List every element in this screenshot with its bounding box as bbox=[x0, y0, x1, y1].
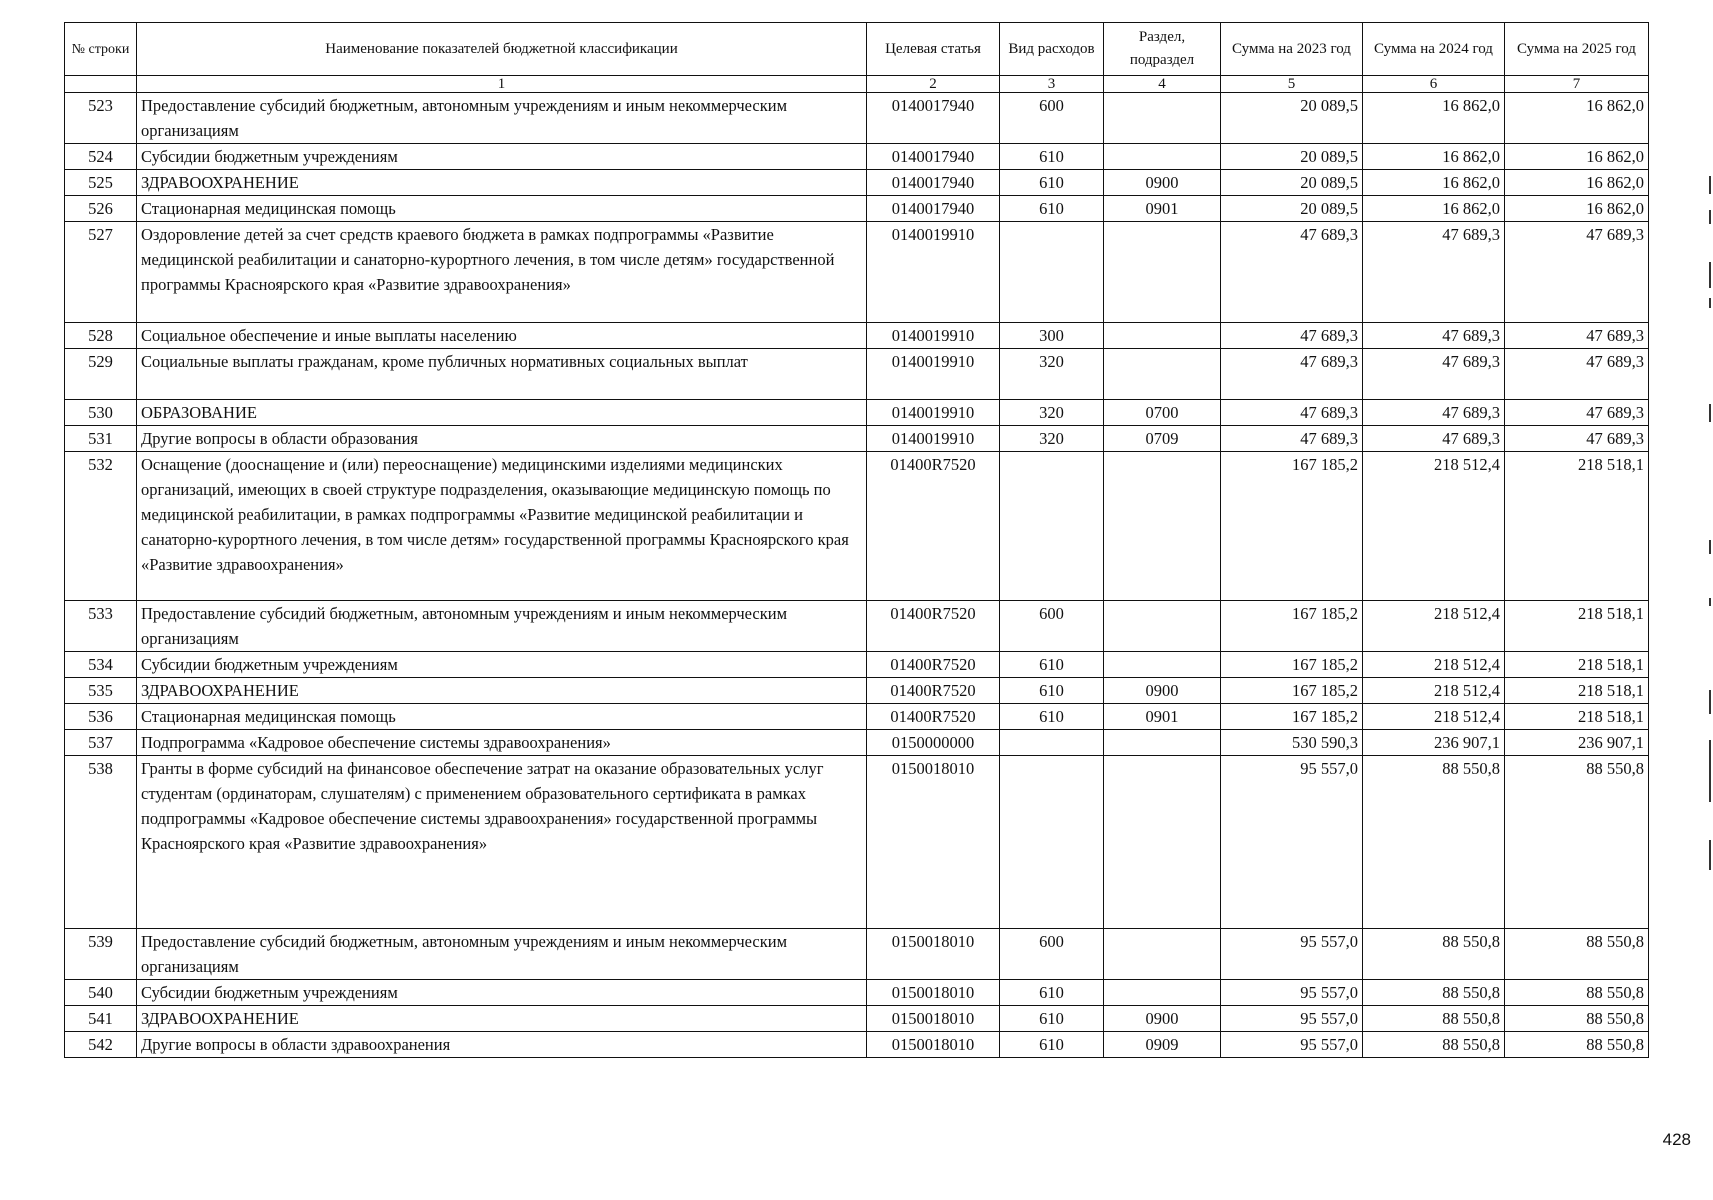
row-sum-2023: 95 557,0 bbox=[1221, 1006, 1363, 1032]
row-sum-2024: 16 862,0 bbox=[1363, 93, 1505, 144]
row-expense-kind: 610 bbox=[1000, 704, 1104, 730]
row-sum-2025: 218 518,1 bbox=[1505, 678, 1649, 704]
row-sum-2025: 47 689,3 bbox=[1505, 426, 1649, 452]
row-section bbox=[1104, 730, 1221, 756]
row-sum-2024: 47 689,3 bbox=[1363, 400, 1505, 426]
row-expense-kind: 610 bbox=[1000, 980, 1104, 1006]
row-sum-2025: 88 550,8 bbox=[1505, 1006, 1649, 1032]
row-target-code: 0140019910 bbox=[867, 349, 1000, 400]
row-sum-2023: 47 689,3 bbox=[1221, 222, 1363, 323]
row-name: Другие вопросы в области образования bbox=[137, 426, 867, 452]
row-number: 525 bbox=[65, 170, 137, 196]
row-section bbox=[1104, 756, 1221, 929]
row-section: 0900 bbox=[1104, 678, 1221, 704]
column-number bbox=[65, 76, 137, 93]
column-number: 3 bbox=[1000, 76, 1104, 93]
row-sum-2024: 88 550,8 bbox=[1363, 1006, 1505, 1032]
row-name: ЗДРАВООХРАНЕНИЕ bbox=[137, 678, 867, 704]
row-expense-kind: 600 bbox=[1000, 601, 1104, 652]
column-number-row bbox=[65, 76, 1649, 93]
row-name: Предоставление субсидий бюджетным, автономным учреждениям и иным некоммерческим организациям bbox=[137, 929, 867, 980]
table-row bbox=[65, 400, 1649, 426]
header-sum-2024: Сумма на 2024 год bbox=[1363, 23, 1505, 76]
row-section bbox=[1104, 452, 1221, 601]
row-sum-2023: 95 557,0 bbox=[1221, 980, 1363, 1006]
row-sum-2024: 88 550,8 bbox=[1363, 929, 1505, 980]
row-sum-2025: 88 550,8 bbox=[1505, 756, 1649, 929]
row-section: 0900 bbox=[1104, 1006, 1221, 1032]
row-target-code: 0150018010 bbox=[867, 929, 1000, 980]
row-expense-kind: 320 bbox=[1000, 349, 1104, 400]
row-number: 533 bbox=[65, 601, 137, 652]
row-number: 527 bbox=[65, 222, 137, 323]
table-row bbox=[65, 426, 1649, 452]
row-sum-2024: 16 862,0 bbox=[1363, 170, 1505, 196]
column-number: 6 bbox=[1363, 76, 1505, 93]
row-name: Оснащение (дооснащение и (или) переоснащение) медицинскими изделиями медицинских организаций, имеющих в своей структуре подразделения, оказывающие медицинскую помощь по медицинской реабилитации, в рамках подпрограммы «Развитие медицинской реабилитации и санаторно-курортного лечения, в том числе детям» государственной программы Красноярского края «Развитие здравоохранения» bbox=[137, 452, 867, 601]
row-sum-2025: 218 518,1 bbox=[1505, 652, 1649, 678]
row-name: Подпрограмма «Кадровое обеспечение системы здравоохранения» bbox=[137, 730, 867, 756]
row-sum-2024: 88 550,8 bbox=[1363, 980, 1505, 1006]
row-sum-2023: 47 689,3 bbox=[1221, 426, 1363, 452]
row-expense-kind bbox=[1000, 452, 1104, 601]
table-row bbox=[65, 1032, 1649, 1058]
row-section bbox=[1104, 222, 1221, 323]
row-number: 534 bbox=[65, 652, 137, 678]
row-expense-kind: 610 bbox=[1000, 144, 1104, 170]
table-row bbox=[65, 196, 1649, 222]
row-sum-2025: 88 550,8 bbox=[1505, 929, 1649, 980]
table-row bbox=[65, 980, 1649, 1006]
row-sum-2023: 95 557,0 bbox=[1221, 756, 1363, 929]
row-target-code: 0150000000 bbox=[867, 730, 1000, 756]
row-section bbox=[1104, 652, 1221, 678]
row-sum-2024: 16 862,0 bbox=[1363, 144, 1505, 170]
table-row bbox=[65, 756, 1649, 929]
row-section: 0909 bbox=[1104, 1032, 1221, 1058]
row-sum-2023: 167 185,2 bbox=[1221, 678, 1363, 704]
row-target-code: 01400R7520 bbox=[867, 652, 1000, 678]
row-sum-2023: 95 557,0 bbox=[1221, 1032, 1363, 1058]
row-expense-kind bbox=[1000, 730, 1104, 756]
row-section bbox=[1104, 601, 1221, 652]
header-sum-2025: Сумма на 2025 год bbox=[1505, 23, 1649, 76]
row-number: 531 bbox=[65, 426, 137, 452]
row-sum-2023: 47 689,3 bbox=[1221, 323, 1363, 349]
row-expense-kind: 610 bbox=[1000, 1006, 1104, 1032]
row-name: Предоставление субсидий бюджетным, автономным учреждениям и иным некоммерческим организациям bbox=[137, 93, 867, 144]
row-sum-2024: 218 512,4 bbox=[1363, 452, 1505, 601]
row-name: Социальное обеспечение и иные выплаты населению bbox=[137, 323, 867, 349]
row-section bbox=[1104, 144, 1221, 170]
row-section bbox=[1104, 323, 1221, 349]
row-sum-2025: 218 518,1 bbox=[1505, 704, 1649, 730]
row-target-code: 0150018010 bbox=[867, 1006, 1000, 1032]
row-name: Стационарная медицинская помощь bbox=[137, 196, 867, 222]
row-sum-2024: 16 862,0 bbox=[1363, 196, 1505, 222]
row-expense-kind: 610 bbox=[1000, 170, 1104, 196]
row-sum-2023: 95 557,0 bbox=[1221, 929, 1363, 980]
row-sum-2025: 218 518,1 bbox=[1505, 601, 1649, 652]
row-expense-kind: 610 bbox=[1000, 196, 1104, 222]
row-sum-2023: 47 689,3 bbox=[1221, 400, 1363, 426]
header-section: Раздел, подраздел bbox=[1104, 23, 1221, 76]
row-target-code: 0140017940 bbox=[867, 196, 1000, 222]
row-expense-kind: 320 bbox=[1000, 400, 1104, 426]
row-expense-kind: 610 bbox=[1000, 1032, 1104, 1058]
row-name: Социальные выплаты гражданам, кроме публичных нормативных социальных выплат bbox=[137, 349, 867, 400]
row-expense-kind: 300 bbox=[1000, 323, 1104, 349]
row-name: ЗДРАВООХРАНЕНИЕ bbox=[137, 1006, 867, 1032]
row-target-code: 0140017940 bbox=[867, 170, 1000, 196]
row-name: Субсидии бюджетным учреждениям bbox=[137, 980, 867, 1006]
row-section: 0700 bbox=[1104, 400, 1221, 426]
column-number: 5 bbox=[1221, 76, 1363, 93]
row-name: ОБРАЗОВАНИЕ bbox=[137, 400, 867, 426]
row-sum-2023: 20 089,5 bbox=[1221, 170, 1363, 196]
row-expense-kind: 610 bbox=[1000, 652, 1104, 678]
header-target: Целевая статья bbox=[867, 23, 1000, 76]
row-target-code: 01400R7520 bbox=[867, 678, 1000, 704]
table-row bbox=[65, 652, 1649, 678]
header-name: Наименование показателей бюджетной классификации bbox=[137, 23, 867, 76]
table-row bbox=[65, 222, 1649, 323]
row-sum-2023: 167 185,2 bbox=[1221, 652, 1363, 678]
row-number: 528 bbox=[65, 323, 137, 349]
row-section: 0709 bbox=[1104, 426, 1221, 452]
row-number: 532 bbox=[65, 452, 137, 601]
header-kind: Вид расходов bbox=[1000, 23, 1104, 76]
row-section: 0901 bbox=[1104, 704, 1221, 730]
row-target-code: 0140019910 bbox=[867, 400, 1000, 426]
row-target-code: 0150018010 bbox=[867, 980, 1000, 1006]
row-name: Субсидии бюджетным учреждениям bbox=[137, 652, 867, 678]
row-target-code: 0150018010 bbox=[867, 756, 1000, 929]
row-sum-2025: 47 689,3 bbox=[1505, 222, 1649, 323]
header-row-no: № строки bbox=[65, 23, 137, 76]
row-target-code: 0140019910 bbox=[867, 323, 1000, 349]
row-section: 0900 bbox=[1104, 170, 1221, 196]
row-number: 542 bbox=[65, 1032, 137, 1058]
table-row bbox=[65, 678, 1649, 704]
budget-table bbox=[64, 22, 1649, 1058]
row-target-code: 01400R7520 bbox=[867, 704, 1000, 730]
row-section: 0901 bbox=[1104, 196, 1221, 222]
column-number: 1 bbox=[137, 76, 867, 93]
row-name: Гранты в форме субсидий на финансовое обеспечение затрат на оказание образовательных услуг студентам (ординаторам, слушателям) с применением образовательного сертификата в рамках подпрограммы «Кадровое обеспечение системы здравоохранения» государственной программы Красноярского края «Развитие здравоохранения» bbox=[137, 756, 867, 929]
table-row bbox=[65, 704, 1649, 730]
row-sum-2024: 88 550,8 bbox=[1363, 756, 1505, 929]
row-sum-2023: 530 590,3 bbox=[1221, 730, 1363, 756]
row-expense-kind: 320 bbox=[1000, 426, 1104, 452]
row-sum-2025: 16 862,0 bbox=[1505, 170, 1649, 196]
table-row bbox=[65, 144, 1649, 170]
table-row bbox=[65, 349, 1649, 400]
row-name: Оздоровление детей за счет средств краевого бюджета в рамках подпрограммы «Развитие медицинской реабилитации и санаторно-курортного лечения, в том числе детям» государственной программы Красноярского края «Развитие здравоохранения» bbox=[137, 222, 867, 323]
row-sum-2024: 47 689,3 bbox=[1363, 426, 1505, 452]
row-number: 538 bbox=[65, 756, 137, 929]
row-number: 535 bbox=[65, 678, 137, 704]
row-number: 541 bbox=[65, 1006, 137, 1032]
row-name: Субсидии бюджетным учреждениям bbox=[137, 144, 867, 170]
row-sum-2024: 236 907,1 bbox=[1363, 730, 1505, 756]
row-expense-kind bbox=[1000, 222, 1104, 323]
row-sum-2024: 218 512,4 bbox=[1363, 601, 1505, 652]
row-sum-2025: 16 862,0 bbox=[1505, 144, 1649, 170]
row-number: 526 bbox=[65, 196, 137, 222]
table-row bbox=[65, 929, 1649, 980]
row-sum-2023: 20 089,5 bbox=[1221, 196, 1363, 222]
header-row bbox=[65, 23, 1649, 76]
row-sum-2024: 218 512,4 bbox=[1363, 678, 1505, 704]
row-sum-2025: 88 550,8 bbox=[1505, 980, 1649, 1006]
row-sum-2025: 47 689,3 bbox=[1505, 400, 1649, 426]
row-target-code: 01400R7520 bbox=[867, 601, 1000, 652]
row-number: 540 bbox=[65, 980, 137, 1006]
row-target-code: 01400R7520 bbox=[867, 452, 1000, 601]
row-target-code: 0140019910 bbox=[867, 426, 1000, 452]
row-sum-2025: 218 518,1 bbox=[1505, 452, 1649, 601]
row-sum-2025: 16 862,0 bbox=[1505, 93, 1649, 144]
row-number: 523 bbox=[65, 93, 137, 144]
row-sum-2024: 88 550,8 bbox=[1363, 1032, 1505, 1058]
row-expense-kind: 600 bbox=[1000, 929, 1104, 980]
row-number: 536 bbox=[65, 704, 137, 730]
row-sum-2024: 47 689,3 bbox=[1363, 222, 1505, 323]
row-sum-2024: 47 689,3 bbox=[1363, 349, 1505, 400]
row-sum-2023: 167 185,2 bbox=[1221, 452, 1363, 601]
column-number: 4 bbox=[1104, 76, 1221, 93]
row-number: 537 bbox=[65, 730, 137, 756]
row-sum-2023: 47 689,3 bbox=[1221, 349, 1363, 400]
row-sum-2025: 88 550,8 bbox=[1505, 1032, 1649, 1058]
row-name: Стационарная медицинская помощь bbox=[137, 704, 867, 730]
header-sum-2023: Сумма на 2023 год bbox=[1221, 23, 1363, 76]
table-row bbox=[65, 730, 1649, 756]
row-name: Другие вопросы в области здравоохранения bbox=[137, 1032, 867, 1058]
row-expense-kind bbox=[1000, 756, 1104, 929]
table-row bbox=[65, 452, 1649, 601]
table-row bbox=[65, 1006, 1649, 1032]
scan-edge-marks bbox=[1703, 0, 1713, 1200]
row-sum-2023: 167 185,2 bbox=[1221, 601, 1363, 652]
table-row bbox=[65, 93, 1649, 144]
row-sum-2023: 20 089,5 bbox=[1221, 144, 1363, 170]
table-body bbox=[65, 93, 1649, 1058]
row-section bbox=[1104, 93, 1221, 144]
row-number: 530 bbox=[65, 400, 137, 426]
row-number: 524 bbox=[65, 144, 137, 170]
row-sum-2024: 218 512,4 bbox=[1363, 652, 1505, 678]
row-section bbox=[1104, 980, 1221, 1006]
row-section bbox=[1104, 929, 1221, 980]
row-sum-2025: 16 862,0 bbox=[1505, 196, 1649, 222]
row-name: ЗДРАВООХРАНЕНИЕ bbox=[137, 170, 867, 196]
row-sum-2025: 47 689,3 bbox=[1505, 323, 1649, 349]
page-number: 428 bbox=[1662, 1130, 1691, 1149]
row-sum-2024: 218 512,4 bbox=[1363, 704, 1505, 730]
row-number: 539 bbox=[65, 929, 137, 980]
row-number: 529 bbox=[65, 349, 137, 400]
row-sum-2024: 47 689,3 bbox=[1363, 323, 1505, 349]
column-number: 2 bbox=[867, 76, 1000, 93]
row-expense-kind: 600 bbox=[1000, 93, 1104, 144]
row-sum-2025: 236 907,1 bbox=[1505, 730, 1649, 756]
row-target-code: 0140019910 bbox=[867, 222, 1000, 323]
table-row bbox=[65, 170, 1649, 196]
row-target-code: 0140017940 bbox=[867, 144, 1000, 170]
row-sum-2023: 167 185,2 bbox=[1221, 704, 1363, 730]
table-row bbox=[65, 323, 1649, 349]
table-row bbox=[65, 601, 1649, 652]
row-expense-kind: 610 bbox=[1000, 678, 1104, 704]
row-target-code: 0140017940 bbox=[867, 93, 1000, 144]
row-target-code: 0150018010 bbox=[867, 1032, 1000, 1058]
row-sum-2023: 20 089,5 bbox=[1221, 93, 1363, 144]
row-sum-2025: 47 689,3 bbox=[1505, 349, 1649, 400]
column-number: 7 bbox=[1505, 76, 1649, 93]
row-section bbox=[1104, 349, 1221, 400]
row-name: Предоставление субсидий бюджетным, автономным учреждениям и иным некоммерческим организациям bbox=[137, 601, 867, 652]
